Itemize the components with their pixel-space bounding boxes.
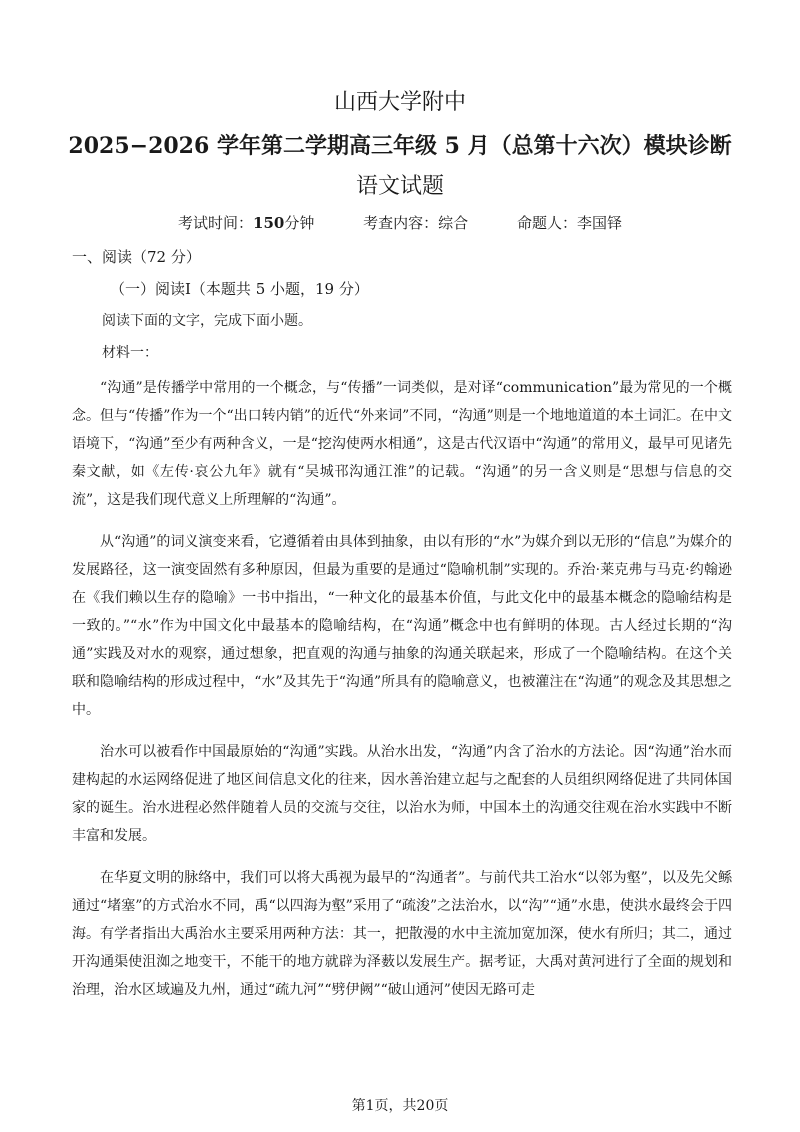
exam-title: 2025−2026 学年第二学期高三年级 5 月（总第十六次）模块诊断 [68, 133, 732, 159]
reading-instruction: 阅读下面的文字，完成下面小题。 [102, 313, 312, 329]
section-title: 一、阅读（72 分） [72, 248, 201, 266]
passage-paragraph: 治水可以被看作中国最原始的“沟通”实践。从治水出发，“沟通”内含了治水的方法论。因“沟通”治水而建构起的水运网络促进了地区间信息文化的往来，因水善治建立起与之配套的人员组织网络促进了共同体国家的诞生。治水进程必然伴随着人员的交流与交往，以治水为师，中国本土的沟通交往观在治水实践中不断丰富和发展。 [72, 744, 732, 844]
exam-meta [0, 211, 800, 235]
exam-time-label: 考试时间： [178, 214, 254, 232]
passage-paragraph: 从“沟通”的词义演变来看，它遵循着由具体到抽象，由以有形的“水”为媒介到以无形的“信息”为媒介的发展路径，这一演变固然有多种原因，但最为重要的是通过“隐喻机制”实现的。乔治·莱克弗与马克·约翰逊在《我们赖以生存的隐喻》一书中指出，“一种文化的最基本价值，与此文化中的最基本概念的隐喻结构是一致的。”“水”作为中国文化中最基本的隐喻结构，在“沟通”概念中也有鲜明的体现。古人经过长期的“沟通”实践及对水的观察，通过想象，把直观的沟通与抽象的沟通关联起来，形成了一个隐喻结构。在这个关联和隐喻结构的形成过程中，“水”及其先于“沟通”所具有的隐喻意义，也被灌注在“沟通”的观念及其思想之中。 [72, 534, 732, 718]
reading-passage [72, 374, 732, 1018]
exam-time-value: 150 [253, 214, 285, 232]
subject-title: 语文试题 [355, 174, 444, 199]
page-number: 第1页，共20页 [351, 1098, 449, 1114]
school-name: 山西大学附中 [333, 90, 466, 115]
subsection-title: （一）阅读Ⅰ（本题共 5 小题，19 分） [110, 280, 369, 298]
passage-paragraph: “沟通”是传播学中常用的一个概念，与“传播”一词类似，是对译“communication”最为常见的一个概念。但与“传播”作为一个“出口转内销”的近代“外来词”不同，“沟通”则是一个地地道道的本土词汇。在中文语境下，“沟通”至少有两种含义，一是“挖沟使两水相通”，这是古代汉语中“沟通”的常用义，最早可见诸先秦文献，如《左传·哀公九年》就有“吴城邗沟通江淮”的记载。“沟通”的另一含义则是“思想与信息的交流”，这是我们现代意义上所理解的“沟通”。 [72, 380, 732, 508]
exam-time [178, 214, 314, 232]
exam-content: 考查内容：综合 [363, 214, 469, 232]
passage-paragraph: 在华夏文明的脉络中，我们可以将大禹视为最早的“沟通者”。与前代共工治水“以邻为壑”，以及先父鲧通过“堵塞”的方式治水不同，禹“以四海为壑”采用了“疏浚”之法治水，以“沟”“通”水患，使洪水最终会于四海。有学者指出大禹治水主要采用两种方法：其一，把散漫的水中主流加宽加深，使水有所归；其二，通过开沟通渠使沮洳之地变干，不能干的地方就辟为泽薮以发展生产。据考证，大禹对黄河进行了全面的规划和治理，治水区域遍及九州，通过“疏九河”“劈伊阙”“破山通河”使因无路可走 [72, 870, 732, 998]
exam-author: 命题人：李国铎 [516, 214, 622, 232]
exam-time-unit: 分钟 [284, 214, 315, 232]
material-label: 材料一： [102, 345, 158, 361]
